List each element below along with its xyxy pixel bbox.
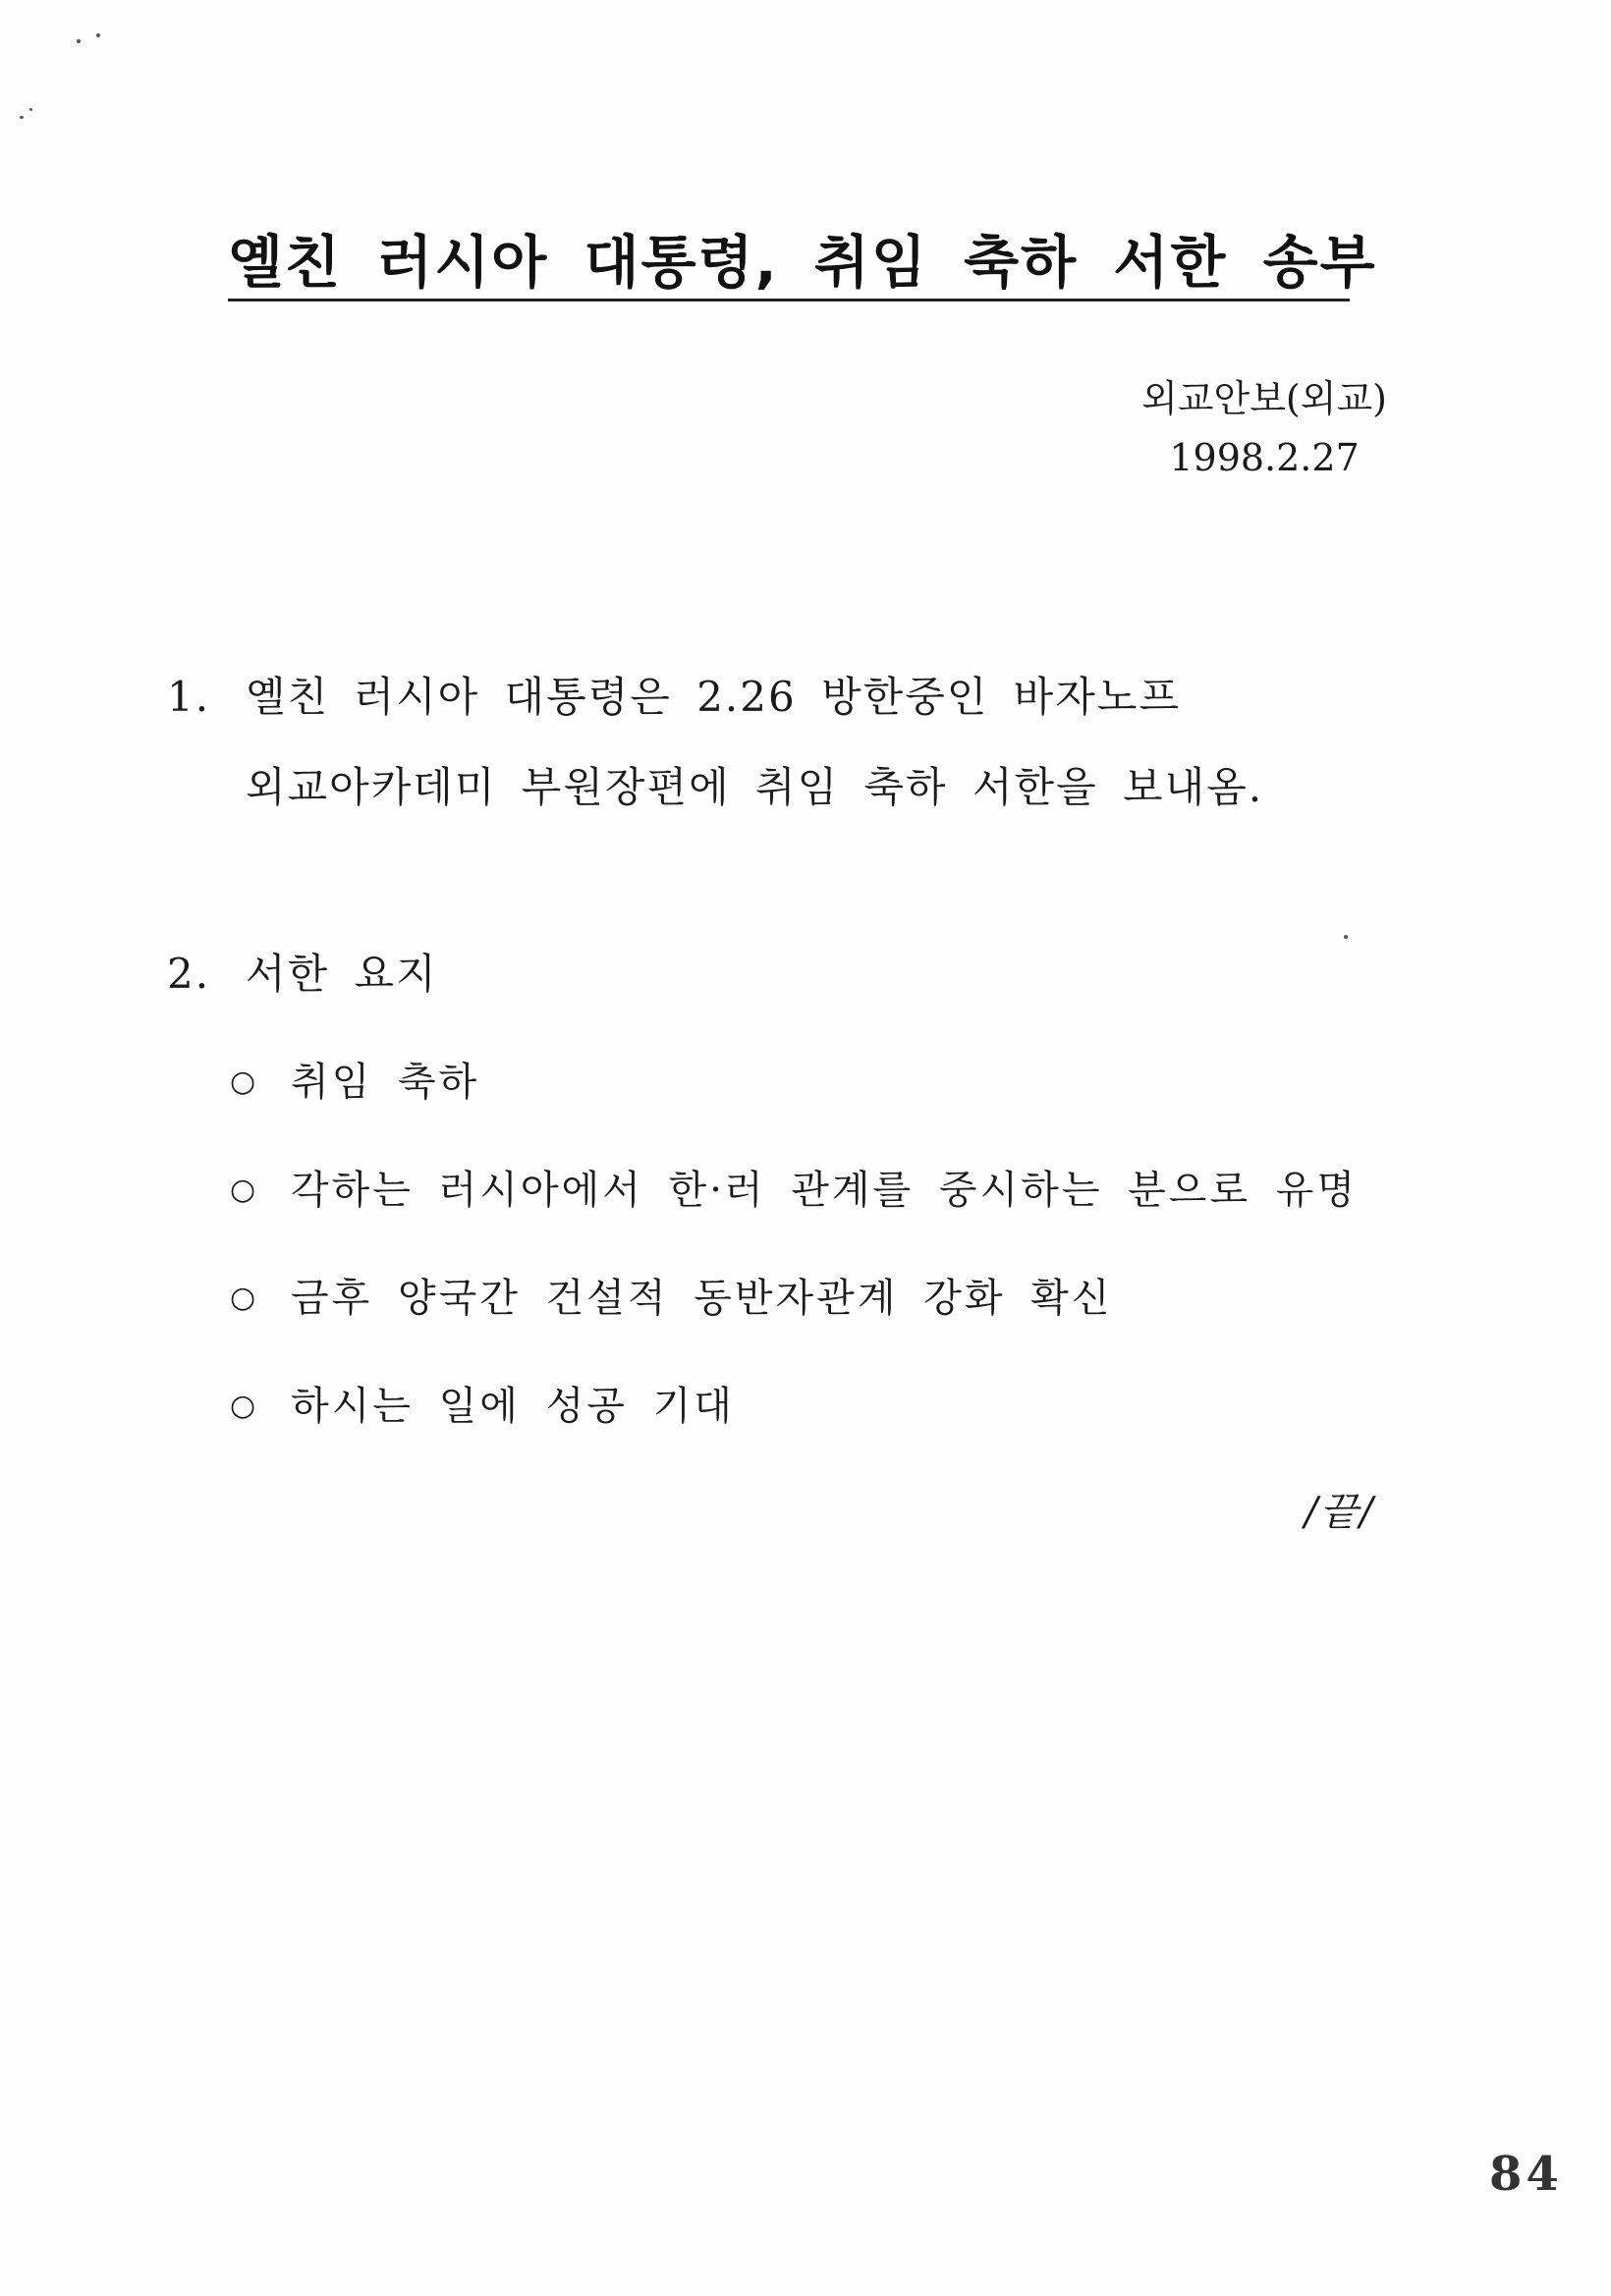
section-1-line-1 (167, 668, 1263, 727)
section-2-heading-line (167, 945, 438, 1004)
scan-speck (20, 116, 24, 119)
circle-bullet-icon: ○ (230, 1173, 256, 1207)
bullet-item (230, 1163, 1358, 1271)
issuer-department: 외교안보(외교) (1141, 377, 1387, 420)
circle-bullet-icon: ○ (230, 1389, 256, 1423)
section-2 (167, 945, 438, 1004)
section-1-text-2: 외교아카데미 부원장편에 취임 축하 서한을 보내옴. (246, 763, 1264, 811)
bullet-text: 하시는 일에 성공 기대 (291, 1384, 735, 1429)
scan-speck (29, 108, 32, 111)
bullet-text: 각하는 러시아에서 한·러 관계를 중시하는 분으로 유명 (291, 1168, 1359, 1213)
end-mark: /끝/ (1305, 1490, 1375, 1535)
bullet-item (230, 1379, 1358, 1487)
title-underline (228, 299, 1350, 301)
bullet-item (230, 1271, 1358, 1379)
scan-speck (77, 39, 81, 43)
scan-speck (96, 33, 100, 37)
document-date: 1998.2.27 (1169, 436, 1360, 479)
section-1 (167, 668, 1263, 817)
bullet-text: 금후 양국간 건설적 동반자관계 강화 확신 (291, 1276, 1113, 1321)
page-number: 84 (1489, 2147, 1563, 2202)
scan-speck (1344, 935, 1348, 939)
circle-bullet-icon: ○ (230, 1065, 256, 1099)
document-title: 옐친 러시아 대통령, 취임 축하 서한 송부 (228, 229, 1377, 296)
summary-bullets (230, 1055, 1358, 1487)
issuer-block (1141, 375, 1387, 481)
circle-bullet-icon: ○ (230, 1281, 256, 1315)
section-number: 1. (167, 673, 211, 721)
section-2-heading: 서한 요지 (246, 950, 438, 998)
section-number: 2. (167, 950, 211, 998)
section-1-text-1: 옐친 러시아 대통령은 2.26 방한중인 바자노프 (246, 673, 1181, 721)
bullet-text: 취임 축하 (291, 1060, 480, 1105)
bullet-item (230, 1055, 1358, 1163)
